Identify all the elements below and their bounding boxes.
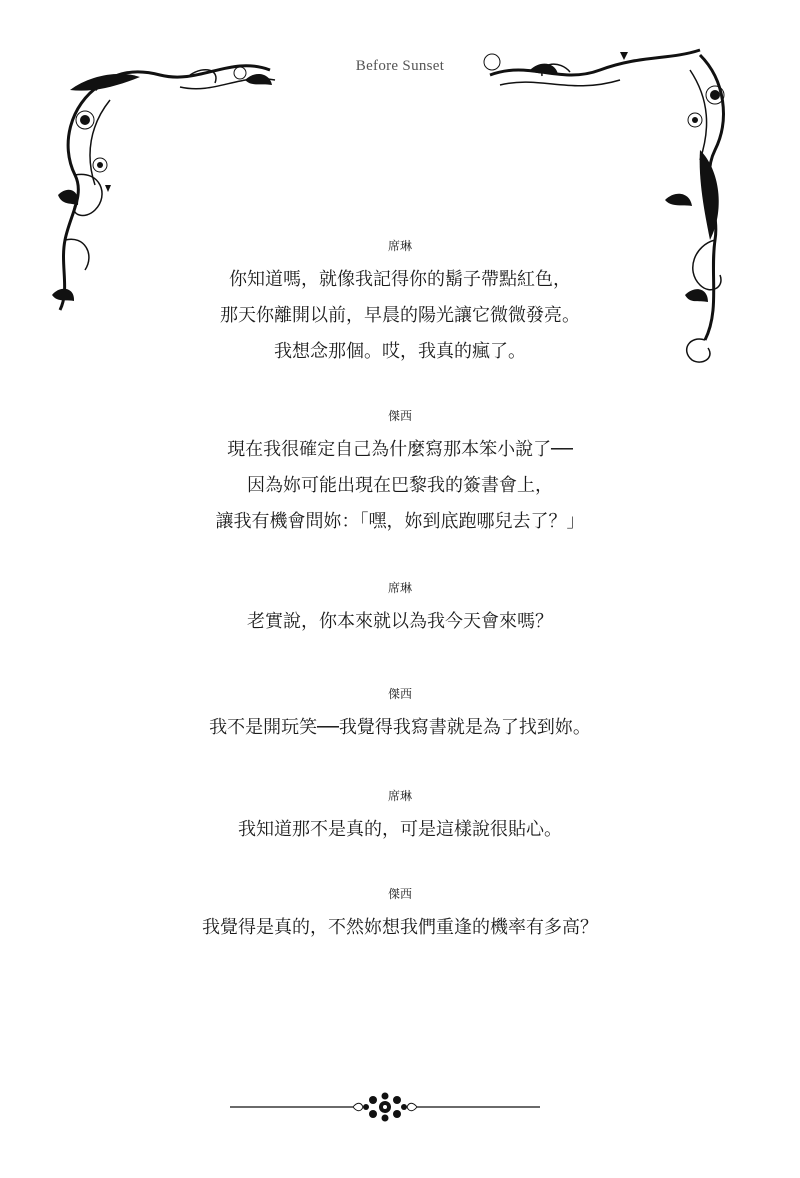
dialogue-line: 我想念那個。哎，我真的瘋了。 [274, 341, 526, 362]
dialogue-line: 我知道那不是真的，可是這樣說很貼心。 [238, 819, 562, 840]
speaker-name: 席琳 [387, 581, 412, 595]
dialogue-block [0, 408, 800, 540]
dialogue-line: 我不是開玩笑──我覺得我寫書就是為了找到妳。 [209, 717, 591, 738]
speaker-name: 傑西 [387, 409, 412, 423]
speaker-name: 傑西 [387, 687, 412, 701]
dialogue-line: 我覺得是真的，不然妳想我們重逢的機率有多高？ [202, 917, 598, 938]
floral-divider-ornament-icon [225, 1090, 545, 1124]
speaker-name: 席琳 [387, 239, 412, 253]
dialogue-block [0, 238, 800, 370]
speaker-name: 傑西 [387, 887, 412, 901]
dialogue-block [0, 580, 800, 640]
dialogue-line: 那天你離開以前，早晨的陽光讓它微微發亮。 [220, 305, 580, 326]
running-header-title: Before Sunset [355, 58, 445, 74]
dialogue-block [0, 788, 800, 848]
dialogue-line: 老實說，你本來就以為我今天會來嗎？ [247, 611, 553, 632]
dialogue-line: 讓我有機會問妳：「嘿，妳到底跑哪兒去了？」 [215, 511, 585, 532]
speaker-name: 席琳 [387, 789, 412, 803]
dialogue-line: 你知道嗎，就像我記得你的鬍子帶點紅色， [229, 269, 571, 290]
dialogue-block [0, 886, 800, 946]
dialogue-line: 因為妳可能出現在巴黎我的簽書會上， [247, 475, 553, 496]
dialogue-block [0, 686, 800, 746]
dialogue-line: 現在我很確定自己為什麼寫那本笨小說了── [227, 439, 573, 460]
